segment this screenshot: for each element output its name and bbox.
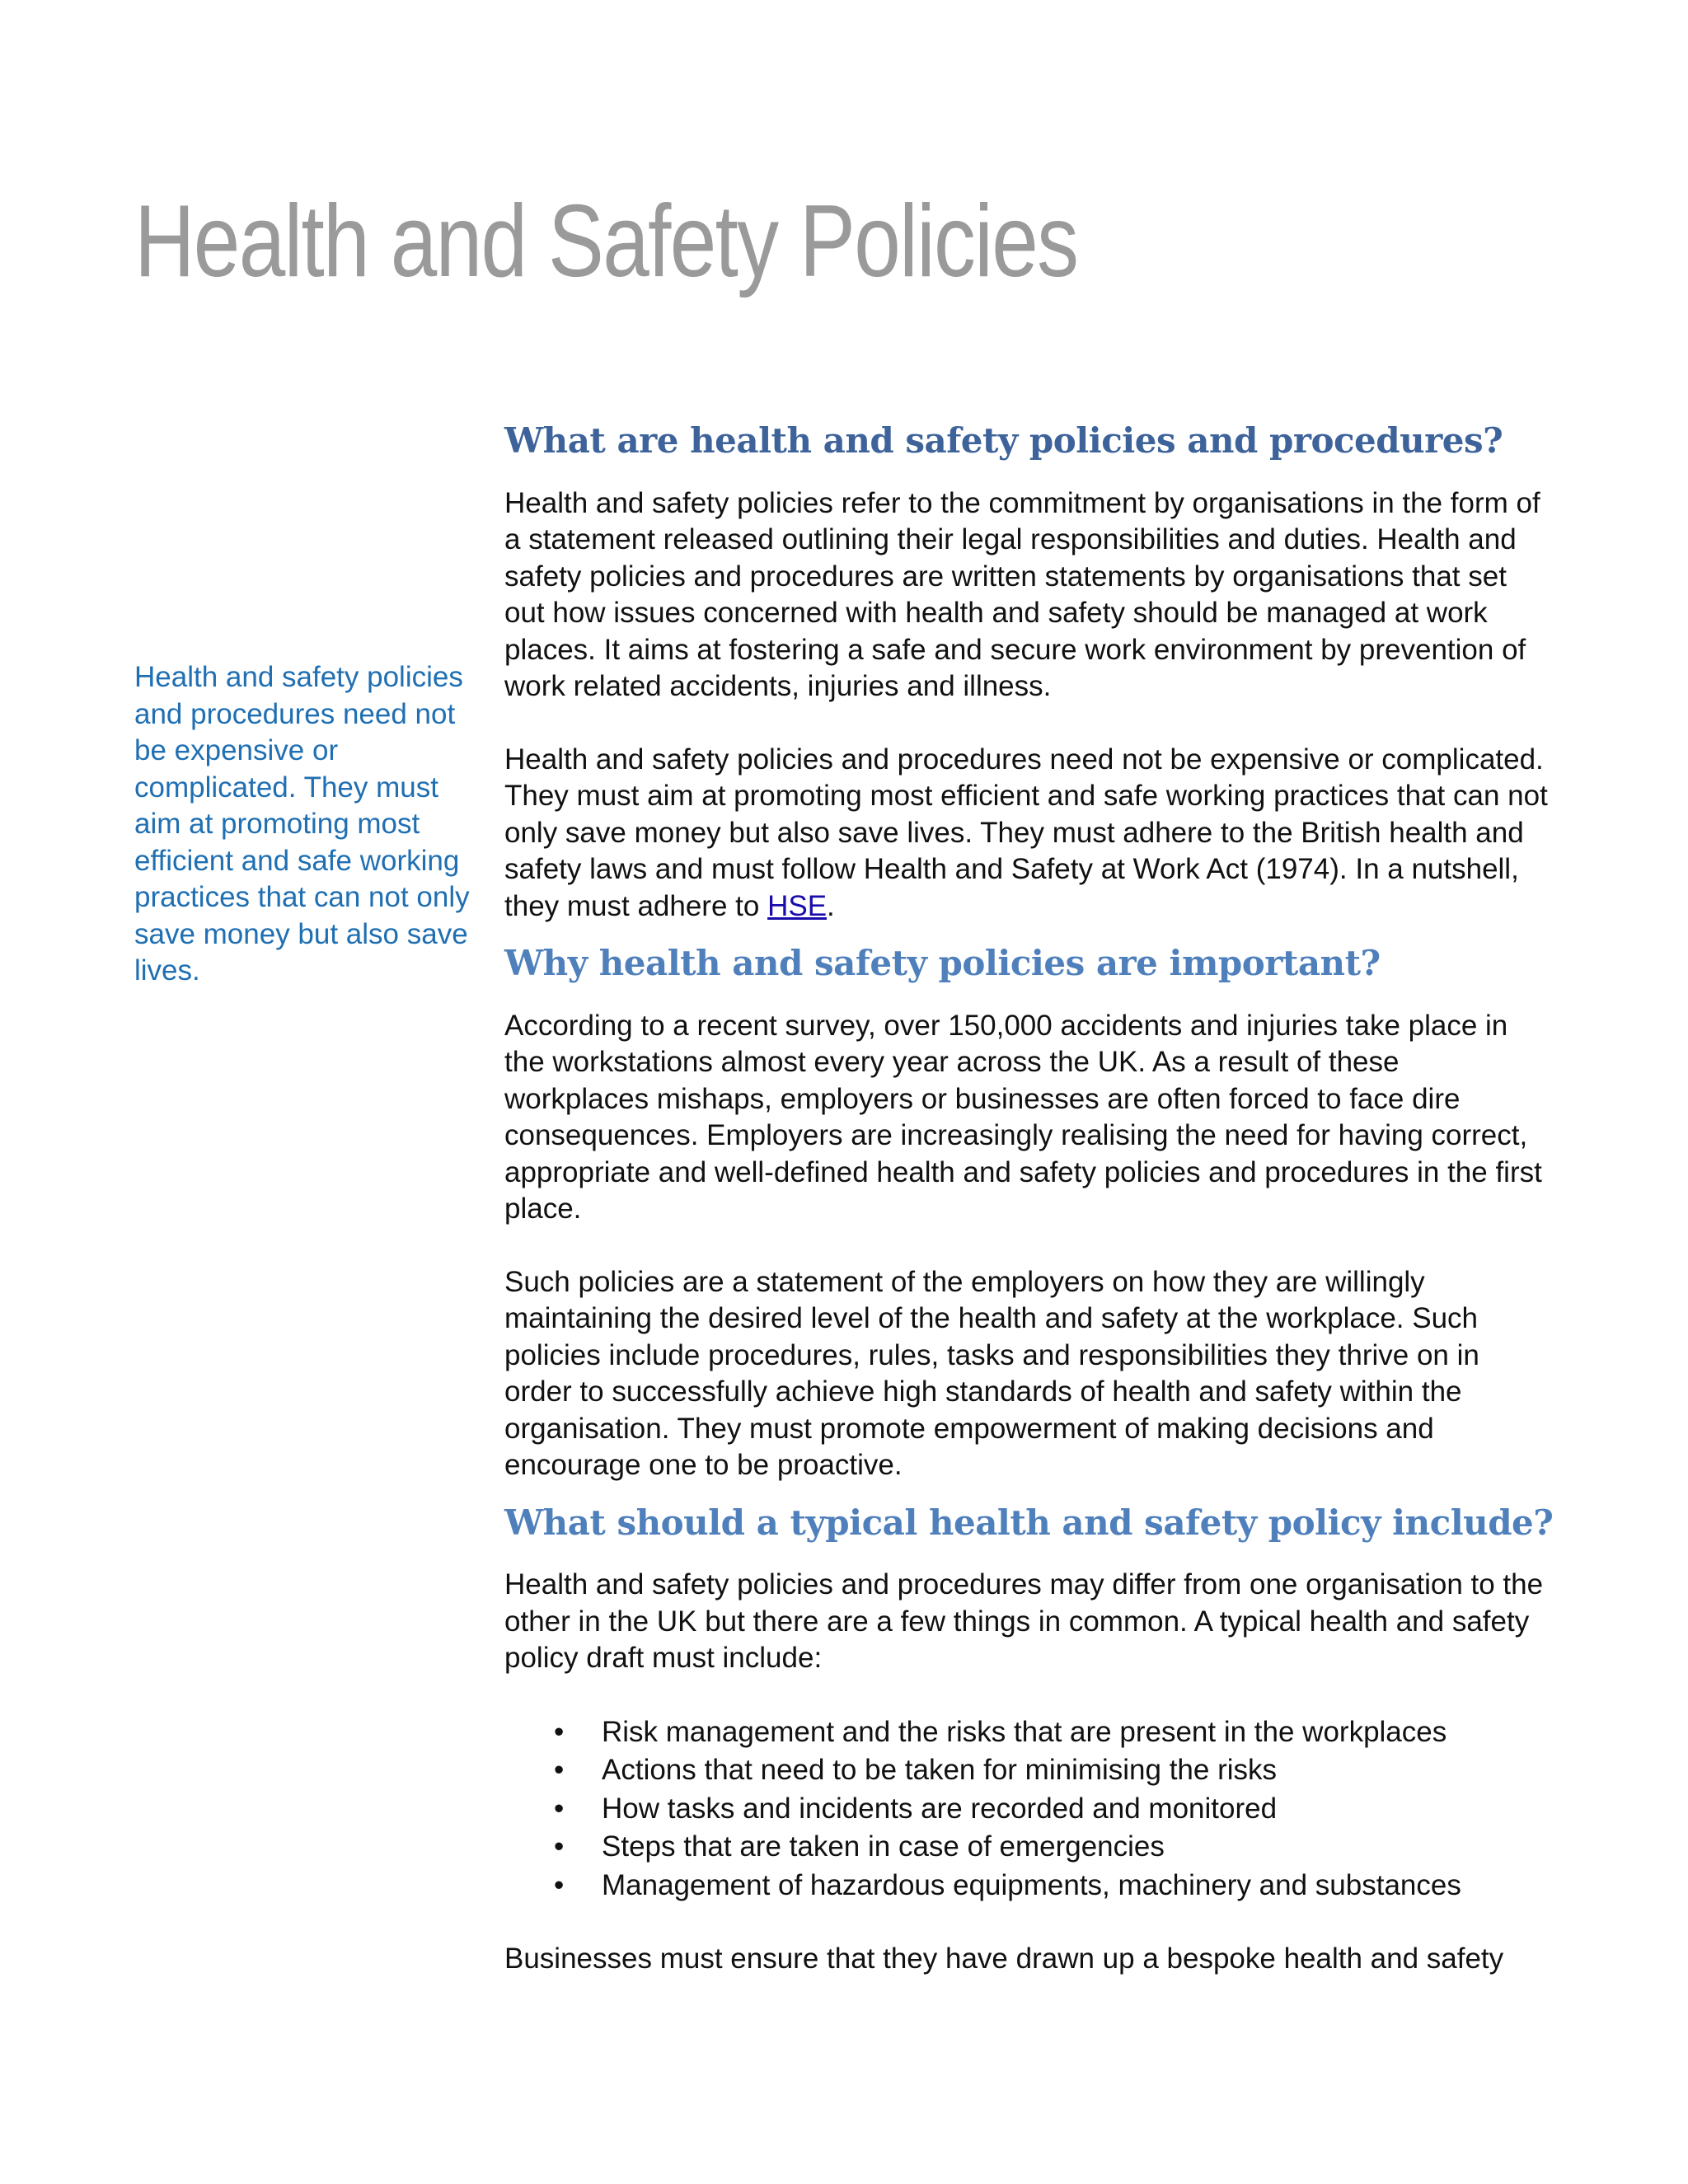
section-heading-why-important: Why health and safety policies are important?: [504, 943, 1381, 984]
paragraph-policy-statement: Such policies are a statement of the employers on how they are willingly maintaining the desired level of the health and safety at the workplace. Such policies include procedures, rules, tasks and responsibilities they thrive on in order to successfully achieve high standards of health and safety within the organisation. They must promote empowerment of making decisions and encourage one to be proactive.: [504, 1265, 1479, 1482]
section-heading-what-are: What are health and safety policies and procedures?: [504, 420, 1503, 461]
pull-quote: Health and safety policies and procedures need not be expensive or complicated. They must aim at promoting most efficient and safe working practices that can not only save money but also save lives.: [134, 661, 470, 987]
include-bullet-list: [504, 1713, 1551, 1905]
bullet-icon: •: [554, 1792, 565, 1825]
list-item: [554, 1713, 1551, 1752]
bullet-icon: •: [554, 1868, 565, 1901]
bullet-icon: •: [554, 1830, 565, 1863]
bullet-icon: •: [554, 1754, 565, 1787]
paragraph-include-intro: Health and safety policies and procedures may differ from one organisation to the other in the UK but there are a few things in common. A typical health and safety policy draft must include:: [504, 1568, 1544, 1675]
list-item-text: Risk management and the risks that are present in the workplaces: [602, 1715, 1447, 1748]
paragraph-closing: Businesses must ensure that they have drawn up a bespoke health and safety: [504, 1943, 1504, 1975]
list-item-text: Management of hazardous equipments, machinery and substances: [602, 1868, 1461, 1901]
main-content: [504, 419, 1554, 2014]
bullet-icon: •: [554, 1715, 565, 1748]
list-item-text: How tasks and incidents are recorded and monitored: [602, 1792, 1278, 1825]
list-item-text: Actions that need to be taken for minimising the risks: [602, 1754, 1278, 1787]
hse-link[interactable]: HSE: [767, 889, 828, 922]
paragraph-definition: Health and safety policies refer to the commitment by organisations in the form of a statement released outlining their legal responsibilities and duties. Health and safety policies and procedures are written statements by organisations that set out how issues concerned with health and safety should be managed at work places. It aims at fostering a safe and secure work environment by prevention of work related accidents, injuries and illness.: [504, 486, 1540, 703]
section-heading-what-include: What should a typical health and safety policy include?: [504, 1502, 1554, 1543]
list-item: [554, 1790, 1551, 1829]
paragraph-survey: According to a recent survey, over 150,000 accidents and injuries take place in the workstations almost every year across the UK. As a result of these workplaces mishaps, employers or businesses are often forced to face dire consequences. Employers are increasingly realising the need for having correct, appropriate and well-defined health and safety policies and procedures in the first place.: [504, 1009, 1542, 1226]
list-item: [554, 1828, 1551, 1867]
paragraph-requirements-end: .: [827, 889, 835, 922]
page-title: Health and Safety Policies: [134, 185, 1078, 298]
list-item: [554, 1867, 1551, 1905]
paragraph-requirements-text: Health and safety policies and procedures need not be expensive or complicated. They must aim at promoting most efficient and safe working practices that can not only save money but also save lives. They must adhere to the British health and safety laws and must follow Health and Safety at Work Act (1974). In a nutshell, they must adhere to: [504, 743, 1548, 922]
list-item: [554, 1751, 1551, 1790]
paragraph-requirements: [504, 742, 1551, 926]
list-item-text: Steps that are taken in case of emergencies: [602, 1830, 1165, 1863]
